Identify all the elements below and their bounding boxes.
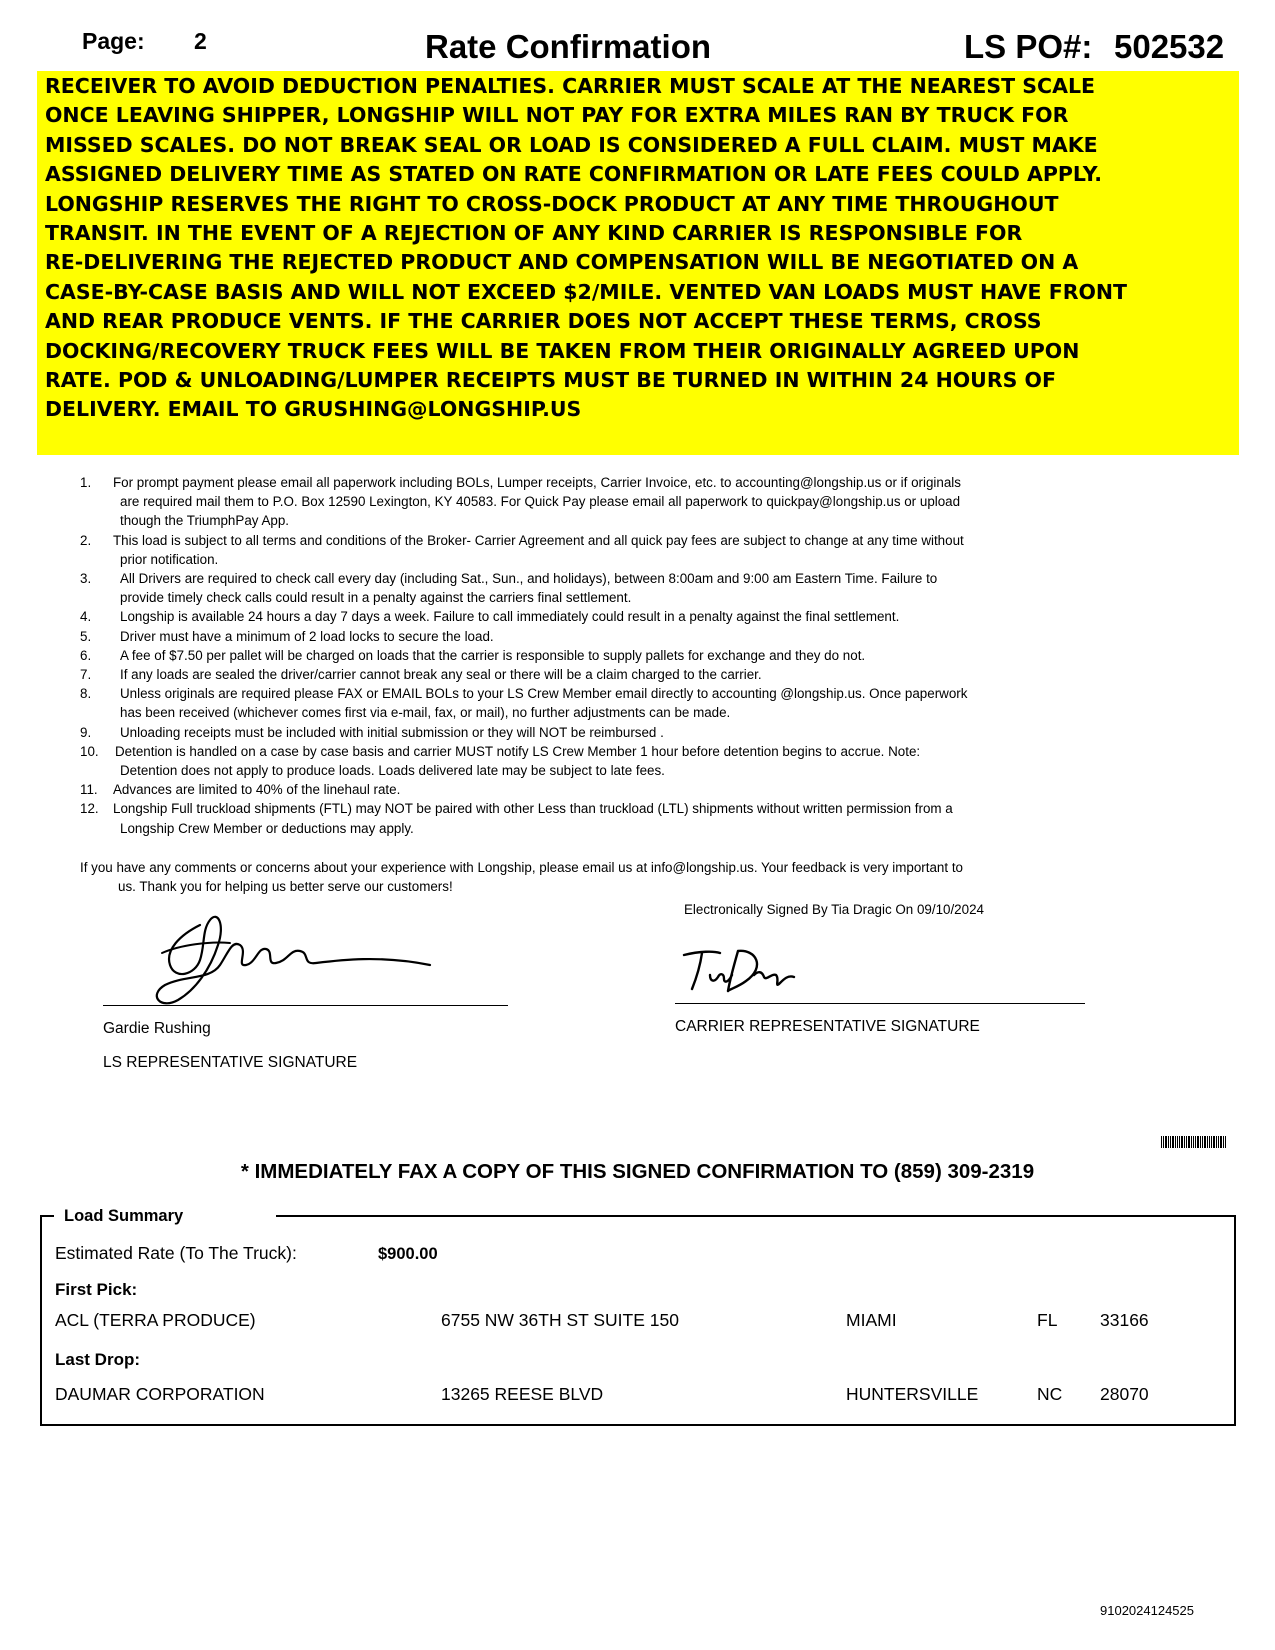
last-drop-city: HUNTERSVILLE <box>846 1384 979 1404</box>
po-number: 502532 <box>1114 28 1225 65</box>
terms-line: ASSIGNED DELIVERY TIME AS STATED ON RATE CONFIRMATION OR LATE FEES COULD APPLY. <box>45 162 1102 187</box>
list-item-number: 11. <box>80 782 98 798</box>
terms-notice-box <box>37 71 1239 455</box>
list-item-number: 10. <box>80 743 99 759</box>
list-item-number: 5. <box>80 628 92 644</box>
footer-document-code: 9102024124525 <box>1100 1603 1194 1618</box>
po-label: LS PO#: <box>964 28 1093 65</box>
list-item-number: 3. <box>80 571 92 587</box>
list-item-number: 12. <box>80 801 99 817</box>
list-item <box>80 799 1080 837</box>
list-item <box>80 627 1080 646</box>
ls-signature-label: LS REPRESENTATIVE SIGNATURE <box>103 1054 358 1071</box>
rate-label: Estimated Rate (To The Truck): <box>55 1243 297 1263</box>
carrier-signature-label: CARRIER REPRESENTATIVE SIGNATURE <box>675 1018 980 1035</box>
list-item-number: 4. <box>80 609 92 625</box>
list-item-text: are required mail them to P.O. Box 12590 Lexington, KY 40583. For Quick Pay please email all paperwork to quickpay@longship.us or upload <box>120 494 961 510</box>
list-item-text: has been received (whichever comes first via e-mail, fax, or mail), no further adjustments can be made. <box>120 705 731 721</box>
carrier-signature-line <box>675 1003 1085 1004</box>
list-item <box>80 742 1080 780</box>
list-item-number: 2. <box>80 532 92 548</box>
first-pick-name: ACL (TERRA PRODUCE) <box>55 1310 256 1330</box>
esign-note: Electronically Signed By Tia Dragic On 09/10/2024 <box>684 902 984 917</box>
first-pick-zip: 33166 <box>1100 1310 1149 1330</box>
list-item-text: Longship is available 24 hours a day 7 days a week. Failure to call immediately could result in a penalty against the final settlement. <box>120 609 900 625</box>
first-pick-label: First Pick: <box>55 1280 138 1299</box>
list-item <box>80 569 1080 607</box>
list-item-number: 6. <box>80 647 92 663</box>
list-item-number: 1. <box>80 475 92 490</box>
list-item <box>80 665 1080 684</box>
terms-list <box>80 473 1080 838</box>
list-item-text: This load is subject to all terms and conditions of the Broker- Carrier Agreement and all quick pay fees are subject to change at any time without <box>113 532 964 548</box>
carrier-signature-image <box>680 945 800 995</box>
list-item-number: 9. <box>80 724 92 740</box>
terms-line: AND REAR PRODUCE VENTS. IF THE CARRIER DOES NOT ACCEPT THESE TERMS, CROSS <box>45 309 1042 334</box>
first-pick-state: FL <box>1037 1310 1058 1330</box>
list-item <box>80 780 1080 799</box>
last-drop-label: Last Drop: <box>55 1350 140 1369</box>
terms-line: RE-DELIVERING THE REJECTED PRODUCT AND COMPENSATION WILL BE NEGOTIATED ON A <box>45 250 1079 275</box>
terms-line: ONCE LEAVING SHIPPER, LONGSHIP WILL NOT PAY FOR EXTRA MILES RAN BY TRUCK FOR <box>45 103 1069 128</box>
last-drop-address: 13265 REESE BLVD <box>441 1384 604 1404</box>
list-item-text: Unless originals are required please FAX or EMAIL BOLs to your LS Crew Member email directly to accounting @longship.us. Once paperwork <box>120 686 968 702</box>
terms-line: CASE-BY-CASE BASIS AND WILL NOT EXCEED $2/MILE. VENTED VAN LOADS MUST HAVE FRONT <box>45 279 1128 304</box>
list-item <box>80 607 1080 626</box>
list-item-text: Longship Crew Member or deductions may apply. <box>120 820 414 836</box>
list-item-text: Unloading receipts must be included with initial submission or they will NOT be reimbursed . <box>120 724 664 740</box>
list-item-text: provide timely check calls could result in a penalty against the carriers final settlement. <box>120 590 632 606</box>
load-summary-title: Load Summary <box>64 1207 184 1225</box>
list-item-text: prior notification. <box>120 551 219 567</box>
document-title: Rate Confirmation <box>425 28 712 65</box>
list-item-text: though the TriumphPay App. <box>120 513 289 529</box>
page-label: Page: <box>82 28 145 54</box>
list-item-text: All Drivers are required to check call every day (including Sat., Sun., and holidays), between 8:00am and 9:00 am Eastern Time. Failure to <box>120 571 938 587</box>
last-drop-state: NC <box>1037 1384 1063 1404</box>
ls-signature-line <box>103 1005 508 1006</box>
feedback-paragraph <box>80 858 963 896</box>
list-item-text: Detention does not apply to produce loads. Loads delivered late may be subject to late fees. <box>120 763 665 779</box>
list-item-text: Driver must have a minimum of 2 load locks to secure the load. <box>120 628 494 644</box>
last-drop-zip: 28070 <box>1100 1384 1149 1404</box>
list-item-number: 7. <box>80 667 92 683</box>
list-item-text: A fee of $7.50 per pallet will be charged on loads that the carrier is responsible to supply pallets for exchange and they do not. <box>120 647 866 663</box>
ls-signature-image <box>140 905 440 1015</box>
terms-line: LONGSHIP RESERVES THE RIGHT TO CROSS-DOCK PRODUCT AT ANY TIME THROUGHOUT <box>45 191 1059 216</box>
terms-line: TRANSIT. IN THE EVENT OF A REJECTION OF ANY KIND CARRIER IS RESPONSIBLE FOR <box>45 221 1023 246</box>
terms-line: DELIVERY. EMAIL TO GRUSHING@LONGSHIP.US <box>45 397 582 422</box>
terms-line: RATE. POD & UNLOADING/LUMPER RECEIPTS MUST BE TURNED IN WITHIN 24 HOURS OF <box>45 368 1056 393</box>
terms-line: DOCKING/RECOVERY TRUCK FEES WILL BE TAKEN FROM THEIR ORIGINALLY AGREED UPON <box>45 338 1080 363</box>
page-number: 2 <box>194 28 207 54</box>
list-item <box>80 646 1080 665</box>
rate-value: $900.00 <box>378 1245 438 1263</box>
list-item <box>80 473 1080 531</box>
list-item <box>80 684 1080 722</box>
terms-line: MISSED SCALES. DO NOT BREAK SEAL OR LOAD IS CONSIDERED A FULL CLAIM. MUST MAKE <box>45 132 1098 157</box>
ls-rep-name: Gardie Rushing <box>103 1020 211 1037</box>
terms-line: RECEIVER TO AVOID DEDUCTION PENALTIES. CARRIER MUST SCALE AT THE NEAREST SCALE <box>45 74 1096 98</box>
feedback-line: us. Thank you for helping us better serve our customers! <box>118 879 453 895</box>
list-item-text: For prompt payment please email all paperwork including BOLs, Lumper receipts, Carrier Invoice, etc. to accounting@longship.us or if originals <box>113 475 961 490</box>
list-item <box>80 723 1080 742</box>
first-pick-city: MIAMI <box>846 1310 897 1330</box>
list-item-text: Detention is handled on a case by case basis and carrier MUST notify LS Crew Member 1 hour before detention begins to accrue. Note: <box>115 743 921 759</box>
list-item <box>80 531 1080 569</box>
last-drop-name: DAUMAR CORPORATION <box>55 1384 265 1404</box>
list-item-text: Longship Full truckload shipments (FTL) may NOT be paired with other Less than truckload (LTL) shipments without written permission from a <box>113 801 953 817</box>
first-pick-address: 6755 NW 36TH ST SUITE 150 <box>441 1310 679 1330</box>
list-item-text: If any loads are sealed the driver/carrier cannot break any seal or there will be a claim charged to the carrier. <box>120 667 762 683</box>
list-item-number: 8. <box>80 686 92 702</box>
barcode-image <box>1161 1136 1226 1148</box>
fax-notice: * IMMEDIATELY FAX A COPY OF THIS SIGNED CONFIRMATION TO (859) 309-2319 <box>240 1160 1035 1183</box>
feedback-line: If you have any comments or concerns about your experience with Longship, please email us at info@longship.us. Your feedback is very important to <box>80 860 963 875</box>
list-item-text: Advances are limited to 40% of the linehaul rate. <box>113 782 401 798</box>
